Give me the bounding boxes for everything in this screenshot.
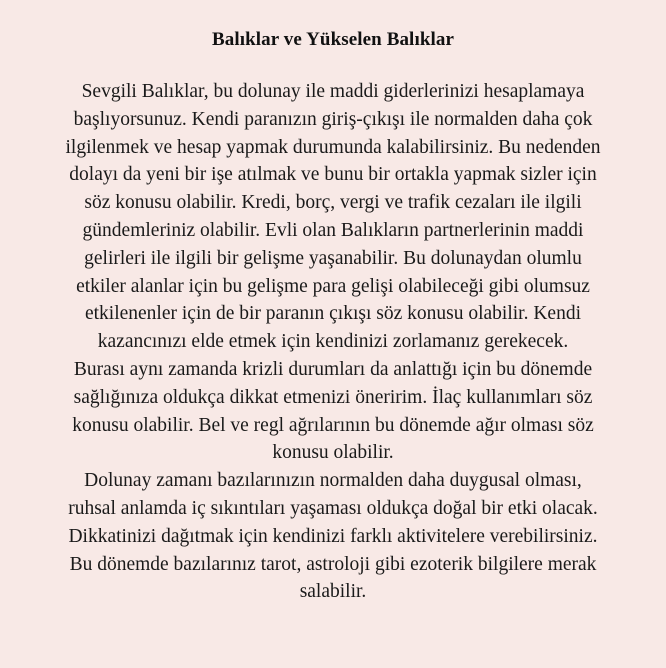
body-line: Dikkatinizi dağıtmak için kendinizi farklı aktivitelere verebilirsiniz.: [68, 525, 598, 547]
body-line: söz konusu olabilir. Kredi, borç, vergi ve trafik cezaları ile ilgili: [84, 192, 582, 214]
body-line: Bu dönemde bazılarınız tarot, astroloji gibi ezoterik bilgilere merak: [69, 553, 597, 575]
body-line: konusu olabilir.: [272, 442, 394, 464]
body-line: salabilir.: [299, 581, 367, 603]
body-line: gelirleri ile ilgili bir gelişme yaşanabilir. Bu dolunaydan olumlu: [84, 247, 582, 269]
body-line: Sevgili Balıklar, bu dolunay ile maddi giderlerinizi hesaplamaya: [81, 81, 585, 102]
body-line: ilgilenmek ve hesap yapmak durumunda kalabilirsiniz. Bu nedenden: [65, 136, 601, 158]
body-line: ruhsal anlamda iç sıkıntıları yaşaması oldukça doğal bir etki olacak.: [68, 497, 598, 519]
body-line: konusu olabilir. Bel ve regl ağrılarının bu dönemde ağır olması söz: [72, 414, 594, 436]
body-line: Burası aynı zamanda krizli durumları da anlattığı için bu dönemde: [73, 358, 593, 380]
document-title: Balıklar ve Yükselen Balıklar: [211, 29, 454, 50]
document-body: [24, 78, 642, 606]
body-line: sağlığınıza oldukça dikkat etmenizi öneririm. İlaç kullanımları söz: [73, 386, 593, 408]
body-line: kazancınızı elde etmek için kendinizi zorlamanız gerekecek.: [97, 331, 569, 353]
body-line: dolayı da yeni bir işe atılmak ve bunu bir ortakla yapmak sizler için: [69, 164, 597, 186]
body-line: gündemleriniz olabilir. Evli olan Balıkların partnerlerinin maddi: [82, 219, 584, 241]
body-line: etkilenenler için de bir paranın çıkışı söz konusu olabilir. Kendi: [84, 303, 582, 325]
body-line: etkiler alanlar için bu gelişme para gelişi olabileceği gibi olumsuz: [76, 275, 590, 297]
body-line: Dolunay zamanı bazılarınızın normalden daha duygusal olması,: [84, 470, 582, 492]
body-line: başlıyorsunuz. Kendi paranızın giriş-çıkışı ile normalden daha çok: [73, 108, 593, 130]
